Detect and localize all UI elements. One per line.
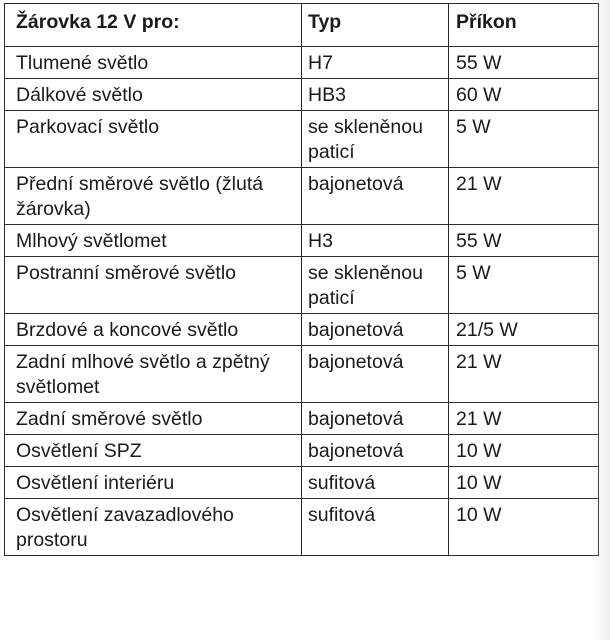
cell-type: se skleněnou paticí xyxy=(302,111,449,168)
cell-power: 21 W xyxy=(449,346,599,403)
cell-type: H7 xyxy=(302,47,449,79)
cell-power: 5 W xyxy=(449,257,599,314)
column-header-bulb: Žárovka 12 V pro: xyxy=(5,4,302,47)
table-row xyxy=(5,499,599,556)
cell-power: 10 W xyxy=(449,467,599,499)
cell-type: HB3 xyxy=(302,79,449,111)
cell-power: 21 W xyxy=(449,403,599,435)
cell-power: 55 W xyxy=(449,225,599,257)
cell-type: sufitová xyxy=(302,467,449,499)
table-row xyxy=(5,435,599,467)
bulb-table xyxy=(4,3,599,556)
cell-bulb-use: Zadní mlhové světlo a zpětný světlomet xyxy=(5,346,302,403)
table-row xyxy=(5,168,599,225)
cell-type: se skleněnou paticí xyxy=(302,257,449,314)
table-row xyxy=(5,314,599,346)
column-header-type: Typ xyxy=(302,4,449,47)
table-row xyxy=(5,47,599,79)
cell-type: bajonetová xyxy=(302,435,449,467)
table-row xyxy=(5,225,599,257)
cell-bulb-use: Postranní směrové světlo xyxy=(5,257,302,314)
table-row xyxy=(5,111,599,168)
table-row xyxy=(5,403,599,435)
cell-type: sufitová xyxy=(302,499,449,556)
table-row xyxy=(5,467,599,499)
cell-bulb-use: Zadní směrové světlo xyxy=(5,403,302,435)
cell-type: bajonetová xyxy=(302,314,449,346)
cell-power: 5 W xyxy=(449,111,599,168)
table-row xyxy=(5,79,599,111)
cell-power: 21 W xyxy=(449,168,599,225)
cell-bulb-use: Dálkové světlo xyxy=(5,79,302,111)
cell-bulb-use: Brzdové a koncové světlo xyxy=(5,314,302,346)
table-row xyxy=(5,257,599,314)
column-header-power: Příkon xyxy=(449,4,599,47)
cell-type: bajonetová xyxy=(302,403,449,435)
table-header-row xyxy=(5,4,599,47)
cell-bulb-use: Přední směrové světlo (žlutá žárovka) xyxy=(5,168,302,225)
cell-bulb-use: Parkovací světlo xyxy=(5,111,302,168)
cell-power: 10 W xyxy=(449,435,599,467)
cell-power: 21/5 W xyxy=(449,314,599,346)
cell-bulb-use: Tlumené světlo xyxy=(5,47,302,79)
cell-power: 60 W xyxy=(449,79,599,111)
table-row xyxy=(5,346,599,403)
cell-power: 10 W xyxy=(449,499,599,556)
cell-bulb-use: Osvětlení interiéru xyxy=(5,467,302,499)
cell-power: 55 W xyxy=(449,47,599,79)
cell-type: H3 xyxy=(302,225,449,257)
cell-bulb-use: Osvětlení SPZ xyxy=(5,435,302,467)
cell-type: bajonetová xyxy=(302,346,449,403)
cell-bulb-use: Osvětlení zavazadlového prostoru xyxy=(5,499,302,556)
cell-bulb-use: Mlhový světlomet xyxy=(5,225,302,257)
cell-type: bajonetová xyxy=(302,168,449,225)
